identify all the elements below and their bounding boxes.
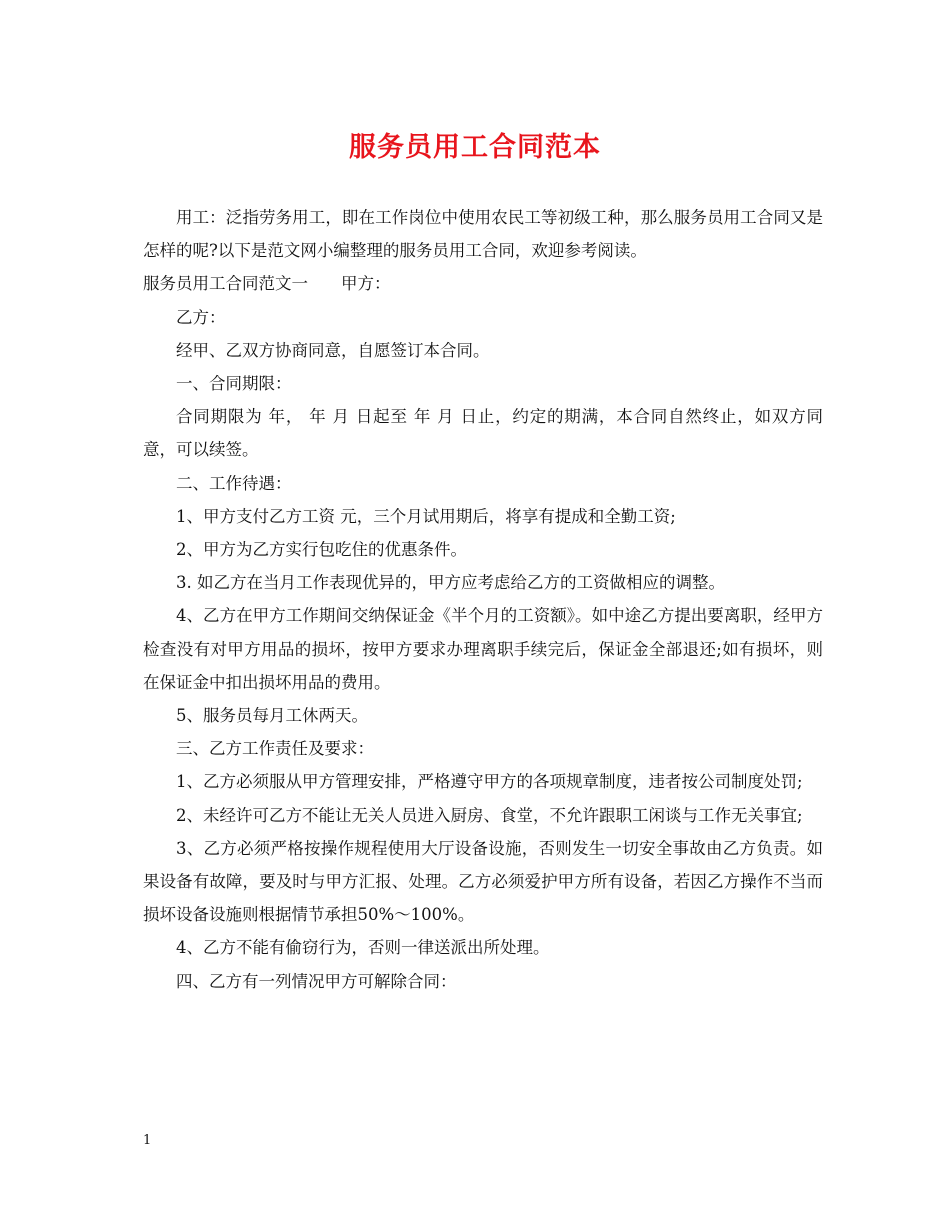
- section-heading-duties: 三、乙方工作责任及要求：: [176, 739, 374, 759]
- section-heading-termination: 四、乙方有一列情况甲方可解除合同：: [176, 971, 457, 991]
- paragraph-term: 合同期限为 年， 年 月 日起至 年 月 日止，约定的期满，本合同自然终止，如双方同意，可以续签。: [143, 407, 823, 460]
- clause-rest-days: 5、服务员每月工休两天。: [176, 706, 368, 726]
- clause-theft: 4、乙方不能有偷窃行为，否则一律送派出所处理。: [176, 938, 550, 958]
- clause-kitchen-access: 2、未经许可乙方不能让无关人员进入厨房、食堂，不允许跟职工闲谈与工作无关事宜;: [176, 805, 803, 825]
- page-number: 1: [143, 1133, 152, 1148]
- paragraph-sample-heading: 服务员用工合同范文一 甲方：: [143, 274, 391, 294]
- section-heading-compensation: 二、工作待遇：: [176, 473, 292, 493]
- document-title: 服务员用工合同范本: [349, 132, 601, 163]
- paragraph-intro: 用工：泛指劳务用工，即在工作岗位中使用农民工等初级工种，那么服务员用工合同又是怎样的呢?以下是范文网小编整理的服务员用工合同，欢迎参考阅读。: [143, 208, 823, 261]
- clause-salary: 1、甲方支付乙方工资 元，三个月试用期后，将享有提成和全勤工资;: [176, 506, 676, 526]
- clause-deposit: 4、乙方在甲方工作期间交纳保证金《半个月的工资额》。如中途乙方提出要离职，经甲方检查没有对甲方用品的损坏，按甲方要求办理离职手续完后，保证金全部退还;如有损坏，则在保证金中扣出损坏用品的费用。: [143, 606, 823, 692]
- paragraph-agreement: 经甲、乙双方协商同意，自愿签订本合同。: [176, 340, 490, 360]
- clause-adjustment: 3. 如乙方在当月工作表现优异的，甲方应考虑给乙方的工资做相应的调整。: [176, 573, 725, 593]
- clause-equipment: 3、乙方必须严格按操作规程使用大厅设备设施，否则发生一切安全事故由乙方负责。如果设备有故障，要及时与甲方汇报、处理。乙方必须爱护甲方所有设备，若因乙方操作不当而损坏设备设施则根据情节承担50%～100%。: [143, 838, 823, 925]
- section-heading-term: 一、合同期限：: [176, 374, 292, 394]
- clause-obey-rules: 1、乙方必须服从甲方管理安排，严格遵守甲方的各项规章制度，违者按公司制度处罚;: [176, 772, 803, 792]
- paragraph-party-b: 乙方：: [176, 307, 226, 327]
- document-body: [143, 201, 823, 998]
- clause-board: 2、甲方为乙方实行包吃住的优惠条件。: [176, 540, 467, 560]
